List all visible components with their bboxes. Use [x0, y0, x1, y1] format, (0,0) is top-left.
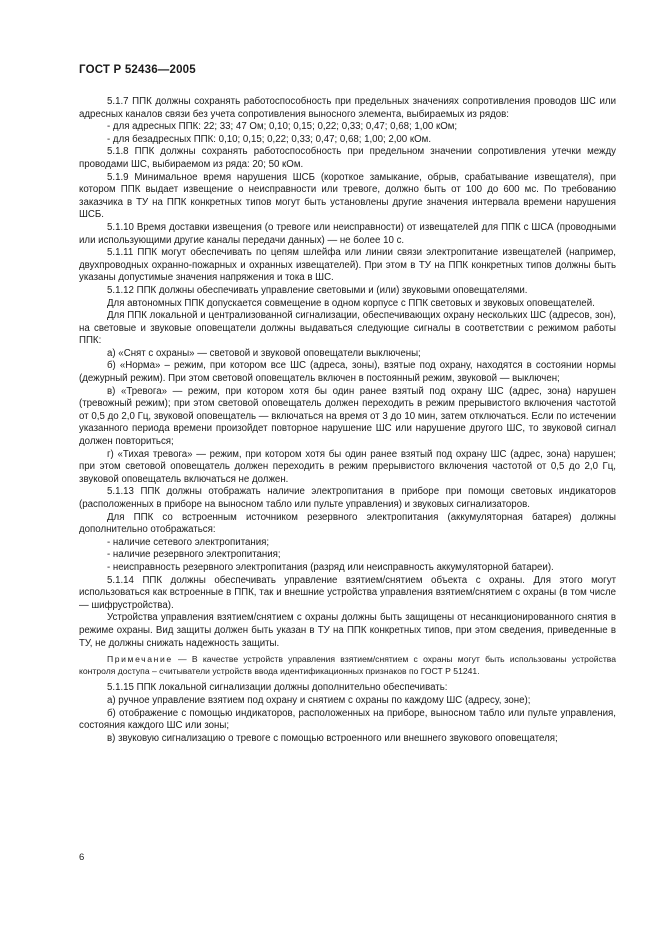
paragraph: 5.1.9 Минимальное время нарушения ШСБ (короткое замыкание, обрыв, срабатывание извещателя), при котором ППК выдает извещение о неисправности или тревоге, должно быть от 100 до 600 мс. По требованию заказчика в ТУ на ППК конкретных типов могут быть установлены другие значения интервала времени нарушения ШСБ. [79, 171, 616, 221]
list-item: в) звуковую сигнализацию о тревоге с помощью встроенного или внешнего звукового оповещателя; [107, 732, 558, 744]
document-body [79, 96, 616, 745]
document-header: ГОСТ Р 52436—2005 [79, 64, 196, 76]
paragraph: Для ППК локальной и централизованной сигнализации, обеспечивающих охрану нескольких ШС (адресов, зон), на световые и звуковые оповещатели должны выдаваться следующие сигналы в соответствии с режимом работы ППК: [79, 310, 616, 347]
list-item: б) «Норма» – режим, при котором все ШС (адреса, зоны), взятые под охрану, находятся в состоянии нормы (дежурный режим). При этом световой оповещатель включен в постоянный режим, звуковой — выключен; [79, 360, 616, 385]
paragraph: Для ППК со встроенным источником резервного электропитания (аккумуляторная батарея) должны дополнительно отображаться: [79, 511, 616, 536]
list-item: г) «Тихая тревога» — режим, при котором хотя бы один ранее взятый под охрану ШС (адрес, зона) нарушен; при этом световой оповещатель должен переходить в режим прерывистого включения частотой от 0,5 до 2,0 Гц, звуковой оповещатель включаться не должен. [79, 448, 616, 485]
list-item: - для адресных ППК: 22; 33; 47 Ом; 0,10; 0,15; 0,22; 0,33; 0,47; 0,68; 1,00 кОм; [107, 121, 458, 133]
list-item: а) «Снят с охраны» — световой и звуковой оповещатели выключены; [107, 347, 421, 359]
paragraph: 5.1.8 ППК должны сохранять работоспособность при предельном значении сопротивления утечки между проводами ШС, выбираемом из ряда: 20; 50 кОм. [79, 146, 616, 170]
paragraph: 5.1.10 Время доставки извещения (о тревоге или неисправности) от извещателей для ППК с ШСА (проводными или использующими другие каналы передачи данных) — не более 10 с. [79, 221, 616, 246]
note [79, 654, 616, 677]
page-number: 6 [79, 852, 85, 863]
paragraph: Устройства управления взятием/снятием с охраны должны быть защищены от несанкционированного снятия в режиме охраны. Вид защиты должен быть указан в ТУ на ППК конкретных типов, при этом сведения, приведенные в ТУ, не должны снижать надежность защиты. [79, 612, 616, 649]
list-item: - наличие резервного электропитания; [107, 549, 281, 561]
list-item: - наличие сетевого электропитания; [107, 536, 270, 548]
paragraph: 5.1.14 ППК должны обеспечивать управление взятием/снятием объекта с охраны. Для этого могут использоваться как встроенные в ППК, так и внешние устройства управления взятием/снятием с охраны (в том числе — шифрустройства). [79, 574, 616, 611]
paragraph: 5.1.13 ППК должны отображать наличие электропитания в приборе при помощи световых индикаторов (расположенных в приборе на выносном табло или пульте управления) и звуковых сигнализаторов. [79, 486, 616, 510]
list-item: - для безадресных ППК: 0,10; 0,15; 0,22; 0,33; 0,47; 0,68; 1,00; 2,00 кОм. [107, 133, 432, 145]
list-item: б) отображение с помощью индикаторов, расположенных на приборе, выносном табло или пульте управления, состояния каждого ШС или зоны; [79, 707, 616, 732]
paragraph: 5.1.11 ППК могут обеспечивать по цепям шлейфа или линии связи электропитание извещателей (например, двухпроводных охранно-пожарных и охранных извещателей). При этом в ТУ на ППК конкретных типов должны быть указаны допустимые значения напряжения и тока в ШС. [79, 247, 616, 284]
paragraph: Для автономных ППК допускается совмещение в одном корпусе с ППК световых и звуковых оповещателей. [107, 297, 595, 309]
paragraph: 5.1.7 ППК должны сохранять работоспособность при предельных значениях сопротивления проводов ШС или адресных каналов связи без учета сопротивления выносного элемента, выбираемых из рядов: [79, 96, 616, 120]
note-text: — В качестве устройств управления взятием/снятием с охраны могут быть использованы устройства контроля доступа – считыватели устройств ввода идентификационных признаков по ГОСТ Р 51241. [79, 654, 616, 676]
list-item: в) «Тревога» — режим, при котором хотя бы один ранее взятый под охрану ШС (адрес, зона) нарушен (тревожный режим); при этом световой оповещатель должен переходить в режим прерывистого включения частотой от 0,5 до 2,0 Гц, звуковой оповещатель — включаться на время от 3 до 10 мин, затем отключаться. Если по истечении указанного периода времени произойдет повторное нарушение ШС или нарушение другого ШС, то звуковой сигнал должен повториться; [79, 385, 616, 448]
paragraph: 5.1.15 ППК локальной сигнализации должны дополнительно обеспечивать: [107, 682, 448, 694]
paragraph: 5.1.12 ППК должны обеспечивать управление световыми и (или) звуковыми оповещателями. [107, 284, 528, 296]
list-item: - неисправность резервного электропитания (разряд или неисправность аккумуляторной батареи). [107, 561, 554, 573]
list-item: а) ручное управление взятием под охрану и снятием с охраны по каждому ШС (адресу, зоне); [107, 694, 531, 706]
note-label: Примечание [107, 654, 173, 665]
